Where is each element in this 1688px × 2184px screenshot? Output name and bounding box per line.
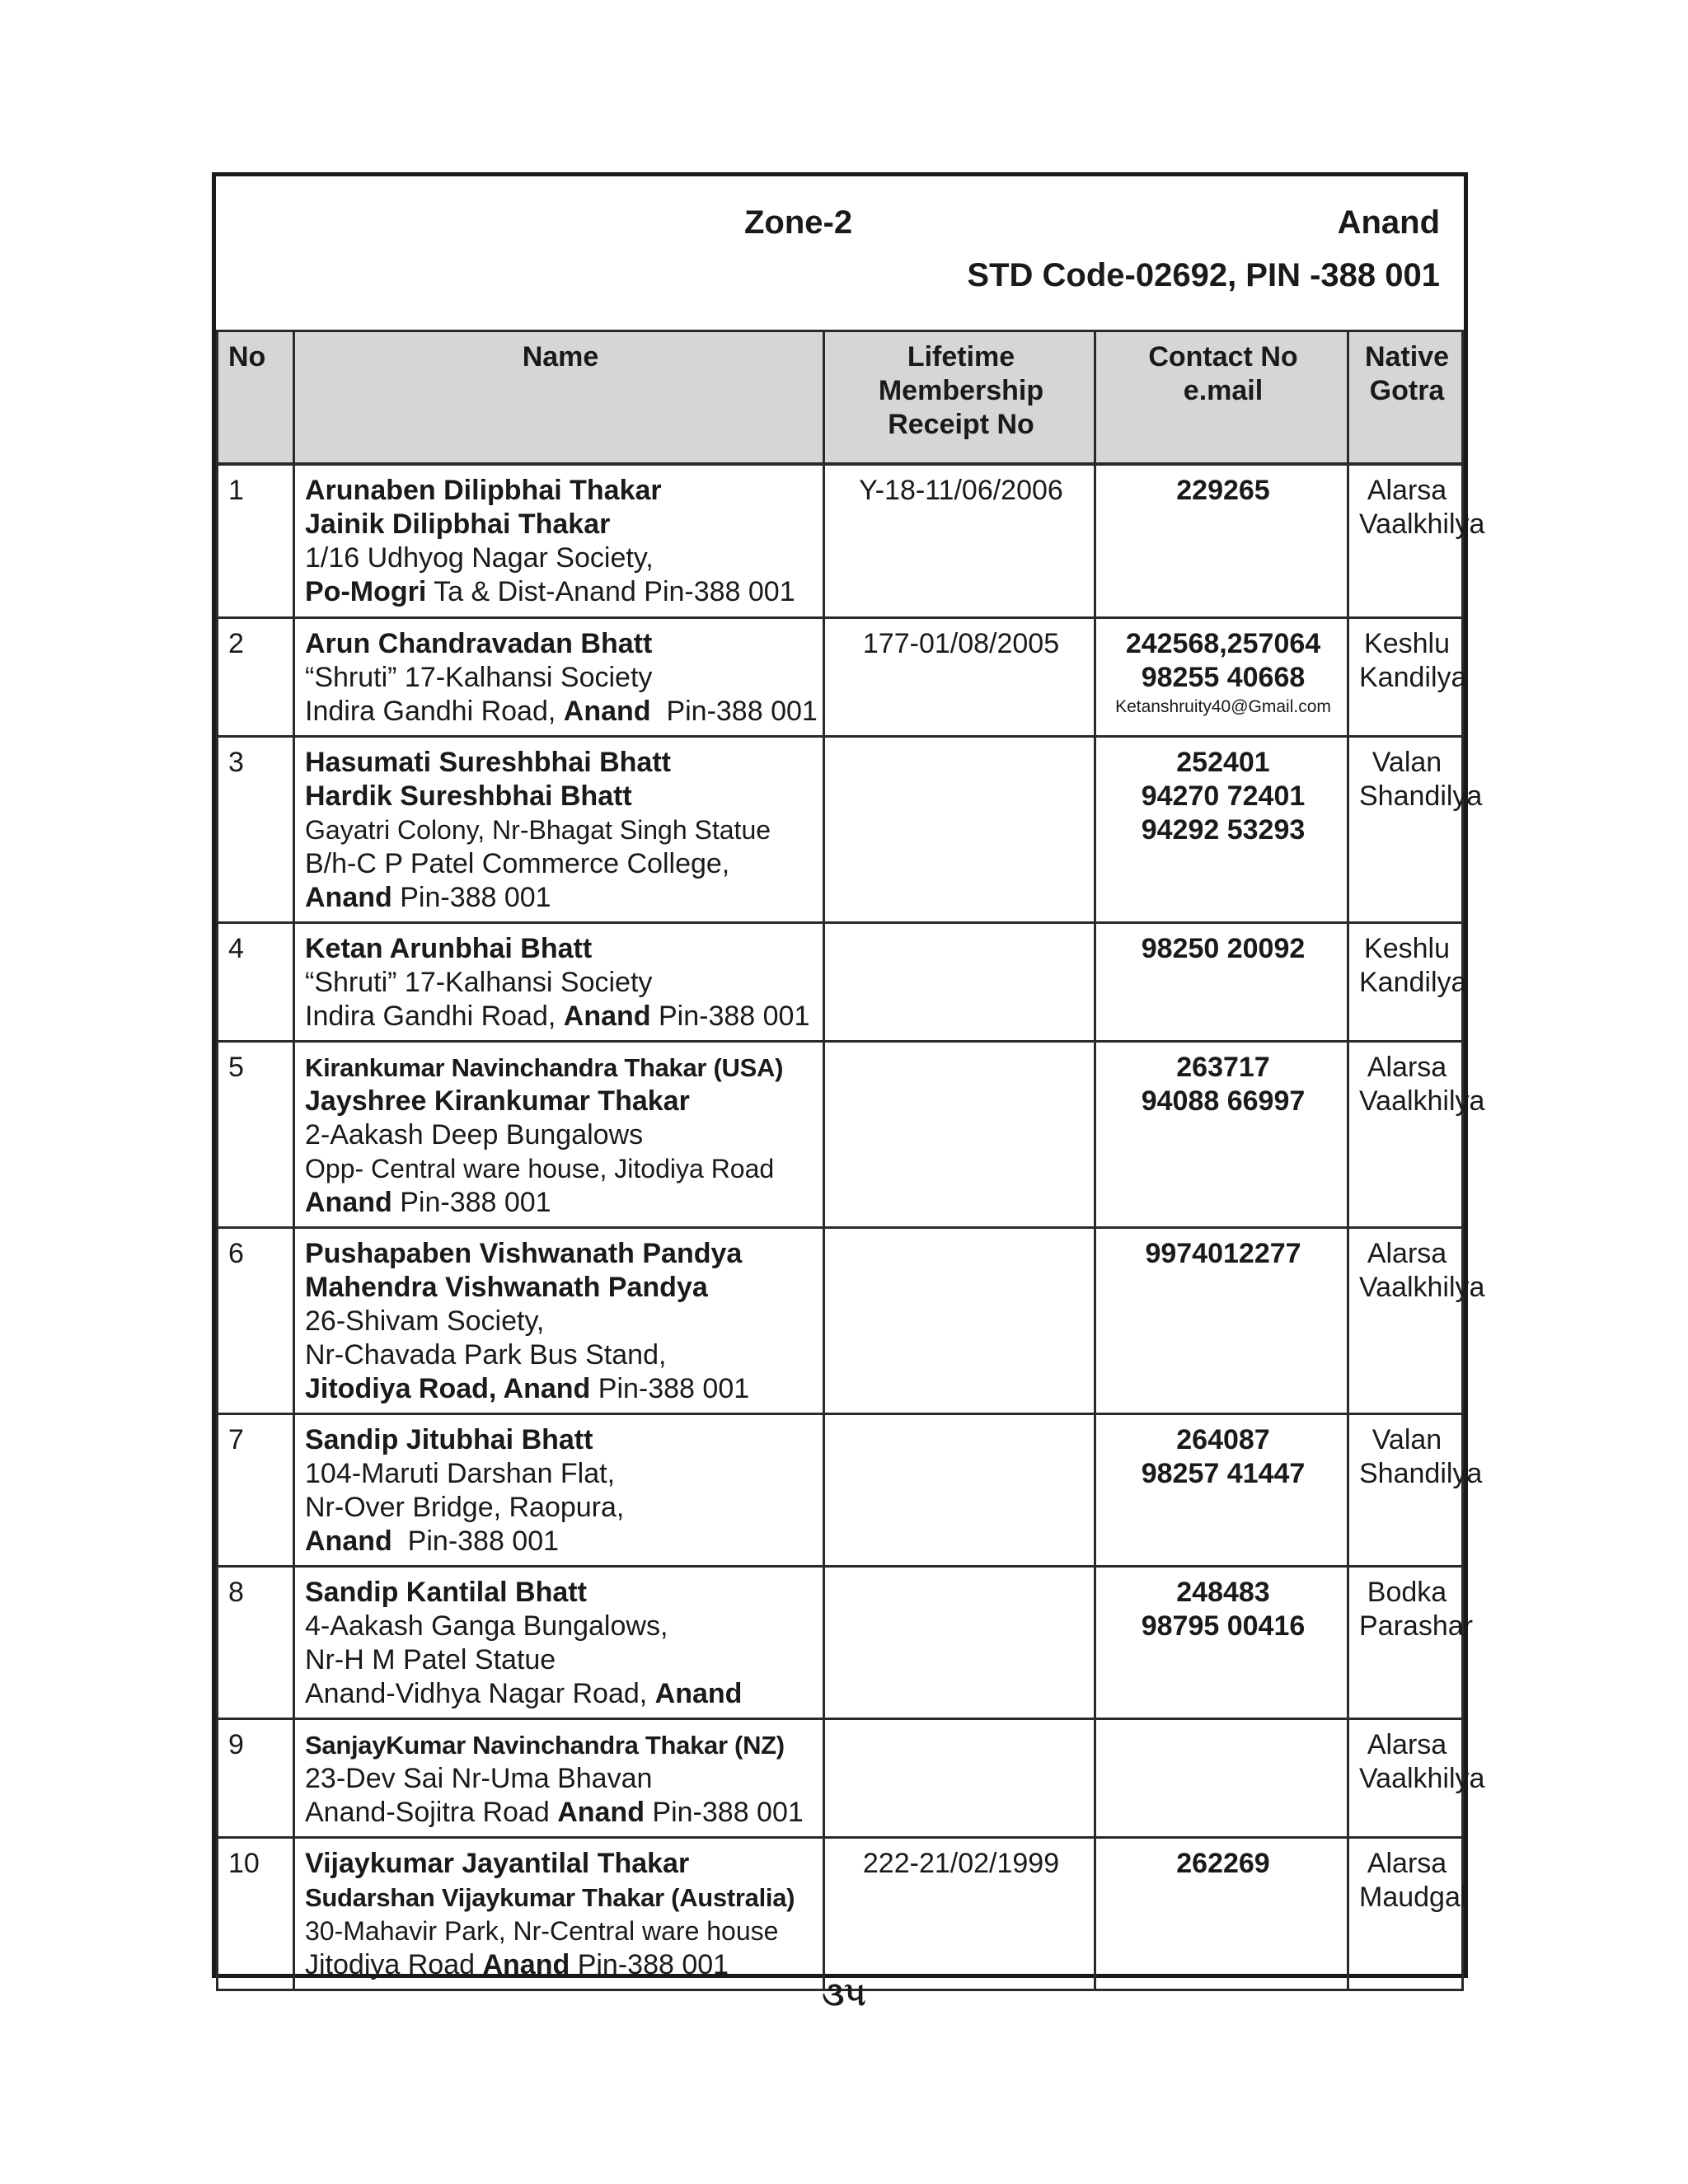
address-pin: Pin-388 001: [644, 1796, 804, 1828]
std-pin-line: STD Code-02692, PIN -388 001: [967, 257, 1440, 293]
address-line: 2-Aakash Deep Bungalows: [305, 1118, 644, 1151]
row-number: 3: [218, 736, 294, 922]
address-place: Anand: [563, 695, 651, 727]
col-header-receipt: [824, 331, 1095, 465]
gotra-cell: [1348, 1041, 1485, 1227]
gotra-cell: [1348, 1413, 1483, 1566]
member-name: Sandip Jitubhai Bhatt: [305, 1423, 593, 1455]
address-line: Nr-Over Bridge, Raopura,: [305, 1491, 625, 1523]
address-line: Opp- Central ware house, Jitodiya Road: [305, 1153, 775, 1183]
zone-title: Zone-2: [744, 204, 853, 241]
table-row: [218, 736, 1463, 922]
contact-cell: [1095, 1041, 1348, 1227]
gotra-cell: [1348, 1837, 1467, 1990]
member-name: Sandip Kantilal Bhatt: [305, 1576, 587, 1608]
member-cell: [294, 1566, 824, 1718]
address-pin: Pin-388 001: [650, 695, 818, 727]
receipt-cell: [824, 1227, 1095, 1413]
row-number: 9: [218, 1718, 294, 1837]
gotra-cell: [1348, 922, 1467, 1041]
gotra-name: Vaalkhilya: [1359, 1085, 1485, 1117]
native-place: Alarsa: [1367, 475, 1447, 506]
address-place: Anand: [305, 1525, 392, 1557]
native-place: Keshlu: [1364, 627, 1450, 659]
receipt-cell: 222-21/02/1999: [824, 1837, 1095, 1990]
table-row: [218, 617, 1463, 736]
table-row: [218, 922, 1463, 1041]
address-line: “Shruti” 17-Kalhansi Society: [305, 661, 653, 693]
gotra-name: Maudgal: [1359, 1881, 1467, 1913]
address-pin: Pin-388 001: [392, 1186, 551, 1218]
address-last-line: [305, 695, 816, 729]
email-address[interactable]: Ketanshruity40@Gmail.com: [1115, 696, 1331, 716]
member-cell: [294, 464, 824, 617]
col-header-gotra: [1348, 331, 1463, 465]
receipt-cell: [824, 1413, 1095, 1566]
gotra-name: Shandilya: [1359, 780, 1483, 812]
address-last-line: [305, 1372, 816, 1406]
col-header-gotra-line: Native: [1364, 341, 1450, 373]
table-row: [218, 1718, 1463, 1837]
table-body: [218, 464, 1485, 1990]
address-line: 104-Maruti Darshan Flat,: [305, 1457, 616, 1489]
address-place: Anand: [557, 1796, 645, 1828]
col-header-contact-line: Contact No: [1148, 341, 1298, 373]
address-last-line: [305, 1796, 816, 1830]
address-place: Anand: [305, 881, 392, 913]
col-header-no: No: [218, 331, 294, 465]
address-line: Gayatri Colony, Nr-Bhagat Singh Statue: [305, 814, 771, 845]
table-row: [218, 1837, 1463, 1990]
row-number: 5: [218, 1041, 294, 1227]
col-header-gotra-line: Gotra: [1369, 375, 1445, 406]
table-row: [218, 1566, 1463, 1718]
native-place: Bodka: [1367, 1576, 1447, 1608]
phone-number: 264087: [1176, 1423, 1270, 1455]
receipt-cell: [824, 736, 1095, 922]
member-cell: [294, 736, 824, 922]
member-name: Mahendra Vishwanath Pandya: [305, 1271, 708, 1303]
address-line: 4-Aakash Ganga Bungalows,: [305, 1610, 668, 1642]
col-header-contact: [1095, 331, 1348, 465]
phone-number: 94270 72401: [1141, 780, 1306, 812]
gotra-cell: [1348, 464, 1485, 617]
contact-cell: [1095, 1837, 1348, 1990]
address-text: Anand-Vidhya Nagar Road,: [305, 1677, 655, 1709]
contact-cell: [1095, 1413, 1348, 1566]
address-line: Nr-Chavada Park Bus Stand,: [305, 1338, 667, 1371]
address-place: Anand: [563, 1000, 651, 1032]
address-pin: Pin-388 001: [392, 881, 551, 913]
receipt-cell: [824, 922, 1095, 1041]
address-last-line: [305, 575, 816, 609]
member-cell: [294, 1837, 824, 1990]
member-name: Jainik Dilipbhai Thakar: [305, 509, 611, 540]
address-place: Anand: [482, 1948, 570, 1980]
receipt-cell: [824, 1718, 1095, 1837]
gotra-cell: [1348, 617, 1467, 736]
contact-cell: [1095, 1566, 1348, 1718]
address-text: Indira Gandhi Road,: [305, 695, 564, 727]
address-last-line: [305, 1677, 816, 1711]
member-name: SanjayKumar Navinchandra Thakar (NZ): [305, 1730, 785, 1760]
gotra-name: Shandilya: [1359, 1457, 1483, 1489]
gotra-name: Vaalkhilya: [1359, 509, 1485, 540]
native-place: Alarsa: [1367, 1051, 1447, 1083]
gotra-cell: [1348, 1566, 1473, 1718]
member-cell: [294, 1227, 824, 1413]
phone-number: 98795 00416: [1141, 1610, 1306, 1642]
member-cell: [294, 1413, 824, 1566]
table-header-row: [218, 331, 1463, 465]
address-pin: Pin-388 001: [570, 1948, 729, 1980]
phone-number: 98255 40668: [1141, 661, 1306, 693]
table-row: [218, 464, 1463, 617]
address-line: 30-Mahavir Park, Nr-Central ware house: [305, 1915, 779, 1946]
member-cell: [294, 1041, 824, 1227]
address-line: 1/16 Udhyog Nagar Society,: [305, 542, 654, 574]
gotra-name: Kandilya: [1359, 661, 1467, 693]
address-place: Po-Mogri: [305, 576, 427, 607]
address-pin: Ta & Dist-Anand Pin-388 001: [426, 576, 795, 607]
address-last-line: [305, 1525, 816, 1558]
contact-cell: [1095, 1227, 1348, 1413]
receipt-cell: 177-01/08/2005: [824, 617, 1095, 736]
receipt-cell: [824, 1041, 1095, 1227]
table-row: [218, 1041, 1463, 1227]
table-row: [218, 1227, 1463, 1413]
phone-number: 94088 66997: [1141, 1085, 1306, 1117]
row-number: 6: [218, 1227, 294, 1413]
member-name: Kirankumar Navinchandra Thakar (USA): [305, 1052, 784, 1082]
row-number: 4: [218, 922, 294, 1041]
contact-cell: [1095, 736, 1348, 922]
phone-number: 252401: [1176, 746, 1270, 778]
native-place: Keshlu: [1364, 932, 1450, 964]
gotra-cell: [1348, 1718, 1485, 1837]
member-name: Jayshree Kirankumar Thakar: [305, 1085, 690, 1117]
member-cell: [294, 617, 824, 736]
city-title: Anand: [1337, 204, 1440, 241]
phone-number: 98250 20092: [1141, 932, 1306, 964]
address-text: Indira Gandhi Road,: [305, 1000, 564, 1032]
contact-cell: [1095, 617, 1348, 736]
member-name: Pushapaben Vishwanath Pandya: [305, 1237, 743, 1269]
member-name: Sudarshan Vijaykumar Thakar (Australia): [305, 1882, 795, 1912]
member-cell: [294, 1718, 824, 1837]
member-name: Hardik Sureshbhai Bhatt: [305, 780, 632, 812]
gotra-name: Parashar: [1359, 1610, 1473, 1642]
member-name: Hasumati Sureshbhai Bhatt: [305, 746, 671, 778]
address-place: Anand: [654, 1677, 743, 1709]
address-last-line: [305, 1000, 816, 1033]
native-place: Valan: [1372, 746, 1442, 778]
col-header-receipt-line: Receipt No: [888, 409, 1034, 440]
address-last-line: [305, 1186, 816, 1220]
phone-number: 98257 41447: [1141, 1457, 1306, 1489]
address-text: Anand-Sojitra Road: [305, 1796, 558, 1828]
receipt-cell: [824, 1566, 1095, 1718]
phone-number: 262269: [1176, 1847, 1270, 1879]
contact-cell: [1095, 1718, 1348, 1837]
phone-number: 248483: [1176, 1576, 1270, 1608]
row-number: 2: [218, 617, 294, 736]
phone-number: 263717: [1176, 1051, 1270, 1083]
col-header-receipt-line: Membership: [878, 375, 1044, 406]
address-line: “Shruti” 17-Kalhansi Society: [305, 966, 653, 998]
member-cell: [294, 922, 824, 1041]
address-line: 23-Dev Sai Nr-Uma Bhavan: [305, 1762, 653, 1794]
address-pin: Pin-388 001: [650, 1000, 810, 1032]
receipt-cell: Y-18-11/06/2006: [824, 464, 1095, 617]
row-number: 1: [218, 464, 294, 617]
gotra-cell: [1348, 1227, 1485, 1413]
address-place: Anand: [305, 1186, 392, 1218]
address-text: Jitodiya Road: [305, 1948, 483, 1980]
phone-number: 9974012277: [1145, 1237, 1301, 1269]
phone-number: 94292 53293: [1141, 813, 1306, 846]
native-place: Alarsa: [1367, 1847, 1447, 1879]
col-header-receipt-line: Lifetime: [907, 341, 1015, 373]
address-place: Jitodiya Road, Anand: [305, 1372, 591, 1404]
address-line: B/h-C P Patel Commerce College,: [305, 847, 730, 879]
native-place: Alarsa: [1367, 1728, 1447, 1760]
address-last-line: [305, 881, 816, 915]
native-place: Valan: [1372, 1423, 1442, 1455]
contact-cell: [1095, 464, 1348, 617]
row-number: 10: [218, 1837, 294, 1990]
address-line: 26-Shivam Society,: [305, 1305, 545, 1337]
row-number: 8: [218, 1566, 294, 1718]
phone-number: 229265: [1176, 475, 1270, 506]
address-pin: Pin-388 001: [590, 1372, 750, 1404]
gotra-name: Vaalkhilya: [1359, 1762, 1485, 1794]
gotra-cell: [1348, 736, 1483, 922]
table-row: [218, 1413, 1463, 1566]
member-name: Arunaben Dilipbhai Thakar: [305, 475, 662, 506]
member-name: Ketan Arunbhai Bhatt: [305, 932, 593, 964]
address-pin: Pin-388 001: [392, 1525, 560, 1557]
member-name: Arun Chandravadan Bhatt: [305, 627, 653, 659]
col-header-name: Name: [294, 331, 824, 465]
phone-number: 242568,257064: [1125, 627, 1321, 659]
contact-cell: [1095, 922, 1348, 1041]
gotra-name: Kandilya: [1359, 966, 1467, 998]
row-number: 7: [218, 1413, 294, 1566]
col-header-contact-line: e.mail: [1183, 375, 1264, 406]
directory-table: [216, 330, 1485, 1991]
gotra-name: Vaalkhilya: [1359, 1271, 1485, 1303]
native-place: Alarsa: [1367, 1237, 1447, 1269]
member-name: Vijaykumar Jayantilal Thakar: [305, 1847, 690, 1879]
page-number: ૩૫: [822, 1976, 866, 2013]
address-line: Nr-H M Patel Statue: [305, 1643, 556, 1675]
